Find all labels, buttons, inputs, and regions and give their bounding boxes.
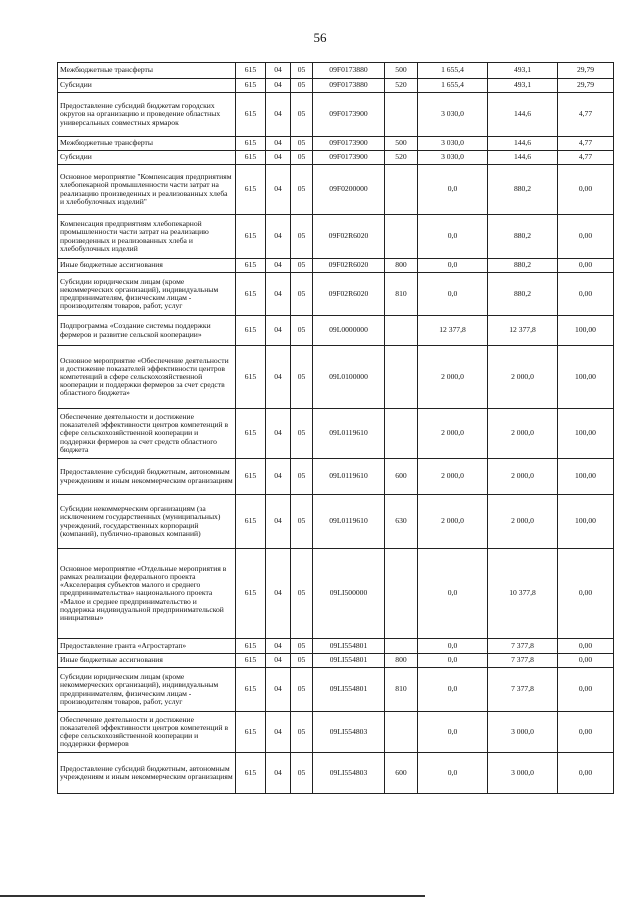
table-cell-name: Предоставление субсидий бюджетным, автономным учреждениям и иным некоммерческим организациям (58, 459, 236, 495)
table-cell-value-2: 10 377,8 (488, 549, 558, 639)
table-cell-csr: 09F0173900 (313, 151, 385, 165)
table-cell-rz: 04 (266, 346, 291, 409)
table-cell-pr: 05 (291, 712, 313, 753)
table-cell-pr: 05 (291, 215, 313, 259)
table-row (58, 654, 614, 668)
table-cell-rz: 04 (266, 495, 291, 549)
table-cell-name: Межбюджетные трансферты (58, 137, 236, 151)
table-cell-gr: 615 (236, 151, 266, 165)
table-cell-value-2: 880,2 (488, 259, 558, 273)
table-cell-name: Межбюджетные трансферты (58, 63, 236, 79)
table-cell-value-1: 3 030,0 (418, 93, 488, 137)
table-cell-vr: 810 (385, 273, 418, 316)
table-cell-rz: 04 (266, 259, 291, 273)
table-cell-csr: 09F0173880 (313, 63, 385, 79)
table-cell-value-3: 100,00 (558, 346, 614, 409)
table-cell-pr: 05 (291, 63, 313, 79)
table-cell-value-1: 0,0 (418, 639, 488, 654)
table-row (58, 273, 614, 316)
table-cell-value-3: 29,79 (558, 79, 614, 93)
table-row (58, 712, 614, 753)
table-cell-csr: 09LI554803 (313, 753, 385, 794)
table-cell-value-3: 0,00 (558, 712, 614, 753)
table-cell-vr: 810 (385, 668, 418, 712)
table-cell-value-2: 144,6 (488, 93, 558, 137)
table-cell-value-1: 0,0 (418, 712, 488, 753)
table-cell-value-1: 2 000,0 (418, 495, 488, 549)
table-cell-value-3: 0,00 (558, 639, 614, 654)
table-cell-value-3: 0,00 (558, 273, 614, 316)
table-cell-value-2: 3 000,0 (488, 753, 558, 794)
table-cell-csr: 09LI554803 (313, 712, 385, 753)
table-cell-value-1: 0,0 (418, 165, 488, 215)
table-cell-value-1: 2 000,0 (418, 409, 488, 459)
table-cell-gr: 615 (236, 346, 266, 409)
table-cell-value-3: 100,00 (558, 495, 614, 549)
page-number: 56 (313, 30, 327, 45)
table-cell-name: Иные бюджетные ассигнования (58, 259, 236, 273)
table-cell-value-3: 0,00 (558, 654, 614, 668)
table-cell-csr: 09F02R6020 (313, 259, 385, 273)
table-cell-value-2: 2 000,0 (488, 409, 558, 459)
table-cell-value-2: 880,2 (488, 165, 558, 215)
table-cell-rz: 04 (266, 165, 291, 215)
table-cell-rz: 04 (266, 93, 291, 137)
table-cell-vr (385, 215, 418, 259)
table-cell-csr: 09F0173900 (313, 137, 385, 151)
table-cell-value-3: 100,00 (558, 316, 614, 346)
table-cell-pr: 05 (291, 93, 313, 137)
table-cell-name: Обеспечение деятельности и достижение показателей эффективности центров компетенций в сфере сельскохозяйственной кооперации и поддержки фермеров (58, 712, 236, 753)
table-row (58, 93, 614, 137)
table-cell-csr: 09F0200000 (313, 165, 385, 215)
table-cell-gr: 615 (236, 79, 266, 93)
table-cell-csr: 09LI554801 (313, 654, 385, 668)
table-cell-value-1: 0,0 (418, 549, 488, 639)
table-cell-vr (385, 93, 418, 137)
table-cell-value-2: 7 377,8 (488, 668, 558, 712)
table-cell-gr: 615 (236, 316, 266, 346)
table-row (58, 165, 614, 215)
table-cell-rz: 04 (266, 712, 291, 753)
table-cell-pr: 05 (291, 151, 313, 165)
table-cell-name: Предоставление гранта «Агростартап» (58, 639, 236, 654)
table-cell-value-2: 2 000,0 (488, 495, 558, 549)
table-cell-value-3: 4,77 (558, 137, 614, 151)
table-cell-value-1: 1 655,4 (418, 79, 488, 93)
table-cell-pr: 05 (291, 346, 313, 409)
table-cell-rz: 04 (266, 151, 291, 165)
table-cell-vr (385, 549, 418, 639)
table-row (58, 549, 614, 639)
table-cell-pr: 05 (291, 495, 313, 549)
table-cell-csr: 09L0100000 (313, 346, 385, 409)
table-cell-gr: 615 (236, 549, 266, 639)
table-cell-rz: 04 (266, 639, 291, 654)
table-cell-gr: 615 (236, 259, 266, 273)
table-row (58, 151, 614, 165)
table-cell-name: Предоставление субсидий бюджетам городских округов на организацию и проведение областных универсальных совместных ярмарок (58, 93, 236, 137)
table-cell-csr: 09F0173880 (313, 79, 385, 93)
table-cell-value-2: 880,2 (488, 273, 558, 316)
table-cell-gr: 615 (236, 712, 266, 753)
table-cell-vr: 800 (385, 259, 418, 273)
table-row (58, 215, 614, 259)
table-row (58, 346, 614, 409)
table-cell-vr (385, 712, 418, 753)
table-cell-name: Основное мероприятие "Компенсация предприятиям хлебопекарной промышленности части затрат на реализацию произведенных и реализованных хлеба и хлебобулочных изделий" (58, 165, 236, 215)
table-cell-gr: 615 (236, 654, 266, 668)
table-cell-vr: 500 (385, 137, 418, 151)
table-cell-name: Субсидии (58, 79, 236, 93)
table-cell-name: Субсидии (58, 151, 236, 165)
table-cell-pr: 05 (291, 316, 313, 346)
table-cell-vr: 500 (385, 63, 418, 79)
table-cell-value-2: 7 377,8 (488, 654, 558, 668)
table-cell-gr: 615 (236, 495, 266, 549)
table-cell-gr: 615 (236, 93, 266, 137)
table-cell-gr: 615 (236, 639, 266, 654)
table-row (58, 259, 614, 273)
table-cell-value-3: 100,00 (558, 459, 614, 495)
table-cell-value-2: 2 000,0 (488, 346, 558, 409)
table-row (58, 79, 614, 93)
table-cell-gr: 615 (236, 63, 266, 79)
table-cell-name: Основное мероприятие «Обеспечение деятельности и достижение показателей эффективности центров компетенций в сфере сельскохозяйственной кооперации и поддержки фермеров за счет средств областного бюджета» (58, 346, 236, 409)
table-cell-rz: 04 (266, 549, 291, 639)
table-cell-value-1: 0,0 (418, 668, 488, 712)
table-cell-vr (385, 165, 418, 215)
table-cell-value-2: 3 000,0 (488, 712, 558, 753)
table-cell-gr: 615 (236, 137, 266, 151)
table-cell-rz: 04 (266, 79, 291, 93)
table-row (58, 137, 614, 151)
table-cell-rz: 04 (266, 137, 291, 151)
table-cell-vr (385, 346, 418, 409)
table-cell-csr: 09F02R6020 (313, 215, 385, 259)
table-cell-vr (385, 316, 418, 346)
table-row (58, 409, 614, 459)
table-cell-pr: 05 (291, 137, 313, 151)
table-cell-name: Компенсация предприятиям хлебопекарной промышленности части затрат на реализацию произведенных и реализованных хлеба и хлебобулочных изделий (58, 215, 236, 259)
table-cell-gr: 615 (236, 165, 266, 215)
table-cell-value-2: 144,6 (488, 137, 558, 151)
table-cell-rz: 04 (266, 273, 291, 316)
table-cell-pr: 05 (291, 273, 313, 316)
table-cell-value-2: 493,1 (488, 79, 558, 93)
table-cell-name: Основное мероприятие «Отдельные мероприятия в рамках реализации федерального проекта «Акселерация субъектов малого и среднего предпринимательства» национального проекта «Малое и среднее предпринимательство и поддержка индивидуальной предпринимательской инициативы» (58, 549, 236, 639)
table-cell-vr: 600 (385, 753, 418, 794)
table-cell-csr: 09LI554801 (313, 668, 385, 712)
table-cell-value-3: 4,77 (558, 93, 614, 137)
table-cell-value-1: 0,0 (418, 215, 488, 259)
table-cell-value-1: 12 377,8 (418, 316, 488, 346)
table-cell-name: Обеспечение деятельности и достижение показателей эффективности центров компетенций в сфере сельскохозяйственной кооперации и поддержки фермеров за счет средств областного бюджета (58, 409, 236, 459)
table-cell-rz: 04 (266, 316, 291, 346)
table-cell-value-2: 7 377,8 (488, 639, 558, 654)
table-cell-value-3: 0,00 (558, 215, 614, 259)
table-cell-vr (385, 639, 418, 654)
table-cell-vr: 630 (385, 495, 418, 549)
table-cell-name: Субсидии юридическим лицам (кроме некоммерческих организаций), индивидуальным предпринимателям, физическим лицам - производителям товаров, работ, услуг (58, 668, 236, 712)
table-cell-value-3: 0,00 (558, 259, 614, 273)
table-row (58, 668, 614, 712)
table-cell-value-1: 1 655,4 (418, 63, 488, 79)
table-cell-value-3: 0,00 (558, 549, 614, 639)
table-cell-value-2: 2 000,0 (488, 459, 558, 495)
table-cell-rz: 04 (266, 63, 291, 79)
table-cell-gr: 615 (236, 409, 266, 459)
table-cell-value-3: 100,00 (558, 409, 614, 459)
table-cell-pr: 05 (291, 654, 313, 668)
table-cell-gr: 615 (236, 273, 266, 316)
table-cell-value-3: 0,00 (558, 668, 614, 712)
table-cell-value-3: 29,79 (558, 63, 614, 79)
table-cell-rz: 04 (266, 668, 291, 712)
table-cell-name: Субсидии юридическим лицам (кроме некоммерческих организаций), индивидуальным предпринимателям, физическим лицам - производителям товаров, работ, услуг (58, 273, 236, 316)
table-cell-rz: 04 (266, 459, 291, 495)
table-row (58, 753, 614, 794)
table-cell-pr: 05 (291, 639, 313, 654)
table-cell-value-3: 0,00 (558, 753, 614, 794)
table-cell-rz: 04 (266, 654, 291, 668)
table-cell-value-3: 4,77 (558, 151, 614, 165)
table-cell-pr: 05 (291, 753, 313, 794)
table-cell-pr: 05 (291, 409, 313, 459)
table-cell-pr: 05 (291, 549, 313, 639)
table-cell-rz: 04 (266, 753, 291, 794)
table-cell-value-1: 0,0 (418, 259, 488, 273)
table-cell-value-2: 493,1 (488, 63, 558, 79)
table-row (58, 459, 614, 495)
table-cell-vr (385, 409, 418, 459)
footer-rule (0, 895, 425, 897)
table-row (58, 316, 614, 346)
table-cell-pr: 05 (291, 459, 313, 495)
table-cell-vr: 600 (385, 459, 418, 495)
table-cell-csr: 09LI500000 (313, 549, 385, 639)
table-cell-value-1: 3 030,0 (418, 151, 488, 165)
table-cell-gr: 615 (236, 753, 266, 794)
table-cell-rz: 04 (266, 215, 291, 259)
table-cell-csr: 09F02R6020 (313, 273, 385, 316)
table-cell-rz: 04 (266, 409, 291, 459)
table-cell-name: Подпрограмма «Создание системы поддержки фермеров и развитие сельской кооперации» (58, 316, 236, 346)
table-cell-value-2: 12 377,8 (488, 316, 558, 346)
table-cell-vr: 520 (385, 151, 418, 165)
table-cell-value-2: 144,6 (488, 151, 558, 165)
table-cell-vr: 520 (385, 79, 418, 93)
table-cell-pr: 05 (291, 165, 313, 215)
table-cell-name: Субсидии некоммерческим организациям (за исключением государственных (муниципальных) учреждений, государственных корпораций (компаний), публично-правовых компаний) (58, 495, 236, 549)
table-cell-name: Иные бюджетные ассигнования (58, 654, 236, 668)
table-cell-value-1: 2 000,0 (418, 459, 488, 495)
table-cell-gr: 615 (236, 215, 266, 259)
table-cell-gr: 615 (236, 459, 266, 495)
table-cell-value-1: 3 030,0 (418, 137, 488, 151)
table-cell-csr: 09F0173900 (313, 93, 385, 137)
table-row (58, 639, 614, 654)
table-cell-csr: 09LI554801 (313, 639, 385, 654)
table-cell-value-1: 2 000,0 (418, 346, 488, 409)
table-row (58, 495, 614, 549)
table-cell-csr: 09L0000000 (313, 316, 385, 346)
budget-table (57, 62, 614, 794)
table-cell-value-1: 0,0 (418, 753, 488, 794)
table-cell-value-1: 0,0 (418, 273, 488, 316)
table-cell-pr: 05 (291, 79, 313, 93)
table-cell-value-1: 0,0 (418, 654, 488, 668)
table-cell-value-2: 880,2 (488, 215, 558, 259)
table-cell-value-3: 0,00 (558, 165, 614, 215)
table-cell-csr: 09L0119610 (313, 495, 385, 549)
table-cell-pr: 05 (291, 668, 313, 712)
table-cell-pr: 05 (291, 259, 313, 273)
table-cell-gr: 615 (236, 668, 266, 712)
table-cell-csr: 09L0119610 (313, 459, 385, 495)
table-cell-vr: 800 (385, 654, 418, 668)
table-cell-csr: 09L0119610 (313, 409, 385, 459)
table-cell-name: Предоставление субсидий бюджетным, автономным учреждениям и иным некоммерческим организациям (58, 753, 236, 794)
table-row (58, 63, 614, 79)
